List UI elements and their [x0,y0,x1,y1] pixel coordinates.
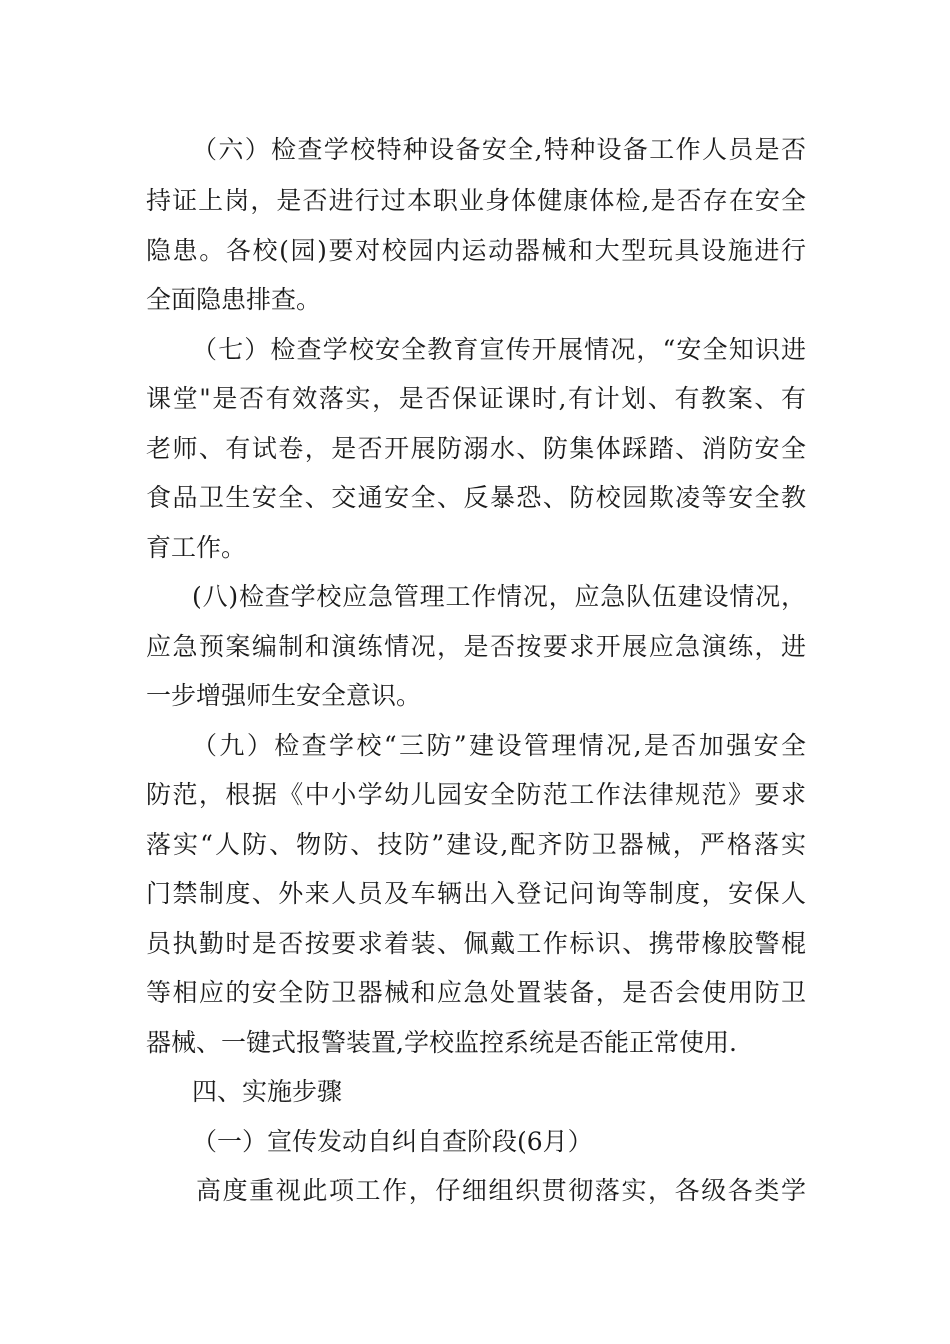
paragraph-6-line-2: 持证上岗，是否进行过本职业身体健康体检,是否存在安全 [146,186,806,215]
paragraph-6-line-3: 隐患。各校(园)要对校园内运动器械和大型玩具设施进行 [146,236,806,265]
paragraph-9-line-3: 落实“人防、物防、技防”建设,配齐防卫器械，严格落实 [146,830,806,859]
paragraph-9-line-7: 器械、一键式报警装置,学校监控系统是否能正常使用. [146,1028,737,1057]
paragraph-8-line-1: (八)检查学校应急管理工作情况，应急队伍建设情况， [192,582,806,611]
paragraph-9-line-1: （九）检查学校“三防”建设管理情况,是否加强安全 [192,731,806,760]
paragraph-6-line-1: （六）检查学校特种设备安全,特种设备工作人员是否 [192,135,806,164]
paragraph-8-line-2: 应急预案编制和演练情况，是否按要求开展应急演练，进 [146,632,806,661]
paragraph-7-line-4: 食品卫生安全、交通安全、反暴恐、防校园欺凌等安全教 [146,483,806,512]
paragraph-7-line-3: 老师、有试卷，是否开展防溺水、防集体踩踏、消防安全 [146,434,806,463]
paragraph-9-line-2: 防范，根据《中小学幼儿园安全防范工作法律规范》要求 [146,780,806,809]
paragraph-9-line-4: 门禁制度、外来人员及车辆出入登记问询等制度，安保人 [146,879,806,908]
paragraph-7-line-5: 育工作。 [146,533,247,562]
subsection-heading-1: （一）宣传发动自纠自查阶段(6月） [192,1127,593,1156]
paragraph-6-line-4: 全面隐患排查。 [146,285,322,314]
paragraph-10-line-1: 高度重视此项工作，仔细组织贯彻落实，各级各类学 [196,1176,806,1205]
paragraph-7-line-1: （七）检查学校安全教育宣传开展情况，“安全知识进 [192,335,806,364]
paragraph-9-line-5: 员执勤时是否按要求着装、佩戴工作标识、携带橡胶警棍 [146,929,806,958]
paragraph-9-line-6: 等相应的安全防卫器械和应急处置装备，是否会使用防卫 [146,978,806,1007]
paragraph-7-line-2: 课堂"是否有效落实，是否保证课时,有计划、有教案、有 [146,384,806,413]
section-heading-4: 四、实施步骤 [192,1077,343,1106]
paragraph-8-line-3: 一步增强师生安全意识。 [146,681,422,710]
